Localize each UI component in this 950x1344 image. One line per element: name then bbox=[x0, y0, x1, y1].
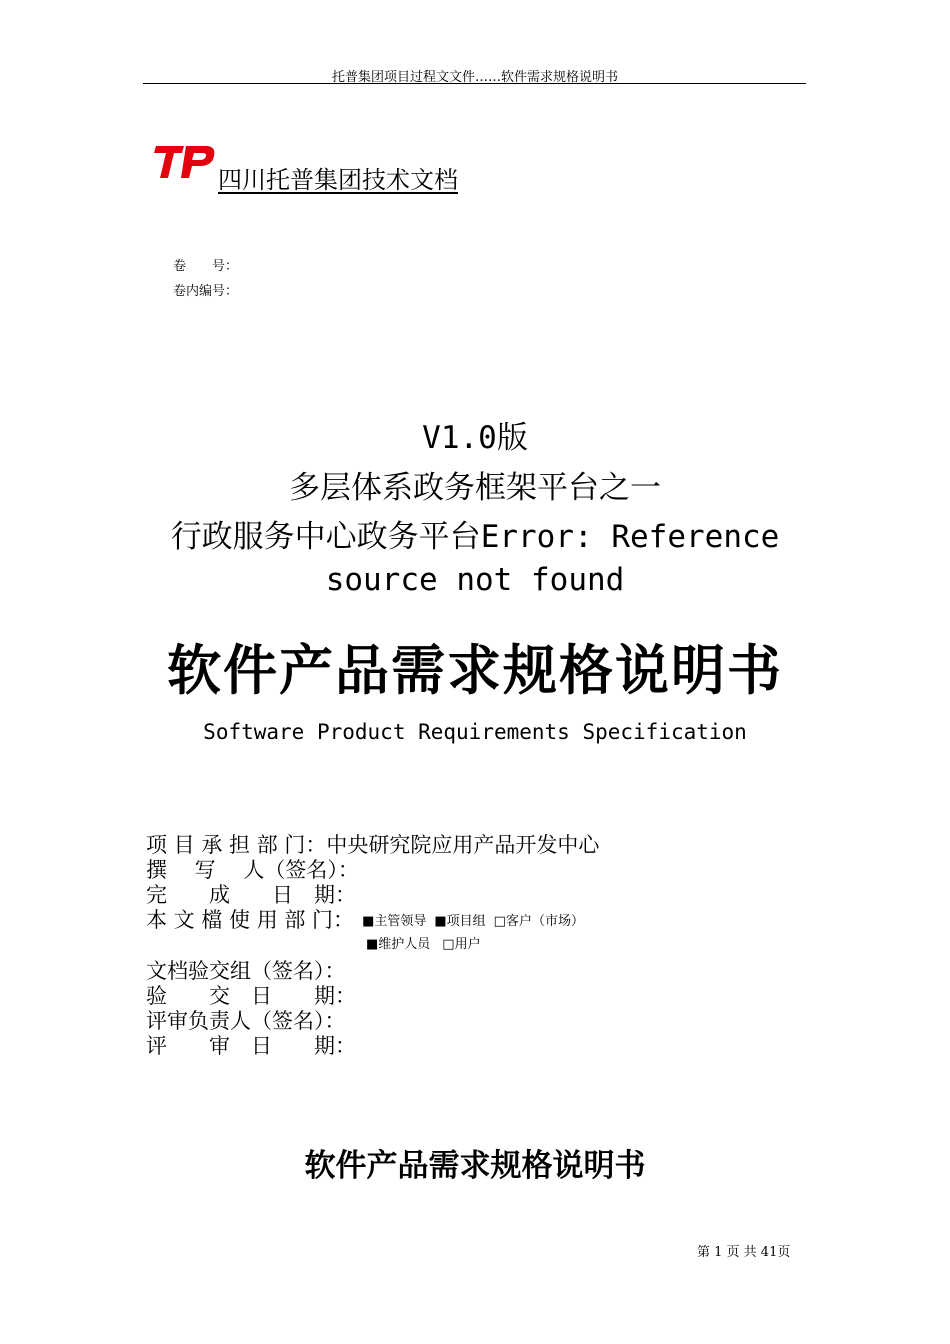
reference-error-text: source not found bbox=[325, 562, 625, 598]
scope-option-maintainers: ■维护人员 bbox=[366, 937, 431, 952]
usage-scope-options-row2 bbox=[366, 933, 493, 952]
scope-option-leaders: ■主管领导 bbox=[362, 914, 427, 929]
field-department: 项 目 承 担 部 门：中央研究院应用产品开发中心 bbox=[146, 833, 600, 857]
field-writer: 撰 写 人（签名）： bbox=[146, 858, 359, 882]
inner-number-label: 卷内编号： bbox=[173, 284, 239, 299]
version-title: V1.0版 bbox=[422, 420, 528, 456]
english-title: Software Product Requirements Specification bbox=[203, 720, 747, 744]
company-logo bbox=[150, 144, 216, 180]
department-value: 中央研究院应用产品开发中心 bbox=[326, 833, 600, 857]
field-review-lead: 评审负责人（签名）： bbox=[146, 1009, 346, 1033]
platform-series-title: 多层体系政务框架平台之一 bbox=[289, 470, 661, 506]
company-document-title: 四川托普集团技术文档 bbox=[218, 166, 458, 194]
section-title: 软件产品需求规格说明书 bbox=[304, 1148, 646, 1184]
running-header: 托普集团项目过程文文件……软件需求规格说明书 bbox=[331, 70, 618, 85]
main-title: 软件产品需求规格说明书 bbox=[167, 638, 783, 702]
field-usage-scope: 本 文 檔 使 用 部 门： ■主管领导 ■项目组 □客户（市场） bbox=[146, 908, 584, 932]
scope-option-customer: □客户（市场） bbox=[493, 914, 584, 929]
field-review-date: 评 审 日 期： bbox=[146, 1034, 356, 1058]
field-acceptance-group: 文档验交组（签名）： bbox=[146, 959, 346, 983]
header-rule bbox=[143, 83, 806, 84]
field-finish-date: 完 成 日 期： bbox=[146, 883, 356, 907]
volume-number-label: 卷 号： bbox=[173, 259, 239, 274]
page-number-footer: 第 1 页 共 41页 bbox=[697, 1245, 791, 1260]
platform-name-title: 行政服务中心政务平台Error: Reference bbox=[170, 519, 780, 555]
scope-option-project-team: ■项目组 bbox=[434, 914, 486, 929]
field-acceptance-date: 验 交 日 期： bbox=[146, 984, 356, 1008]
scope-option-users: □用户 bbox=[442, 937, 481, 952]
